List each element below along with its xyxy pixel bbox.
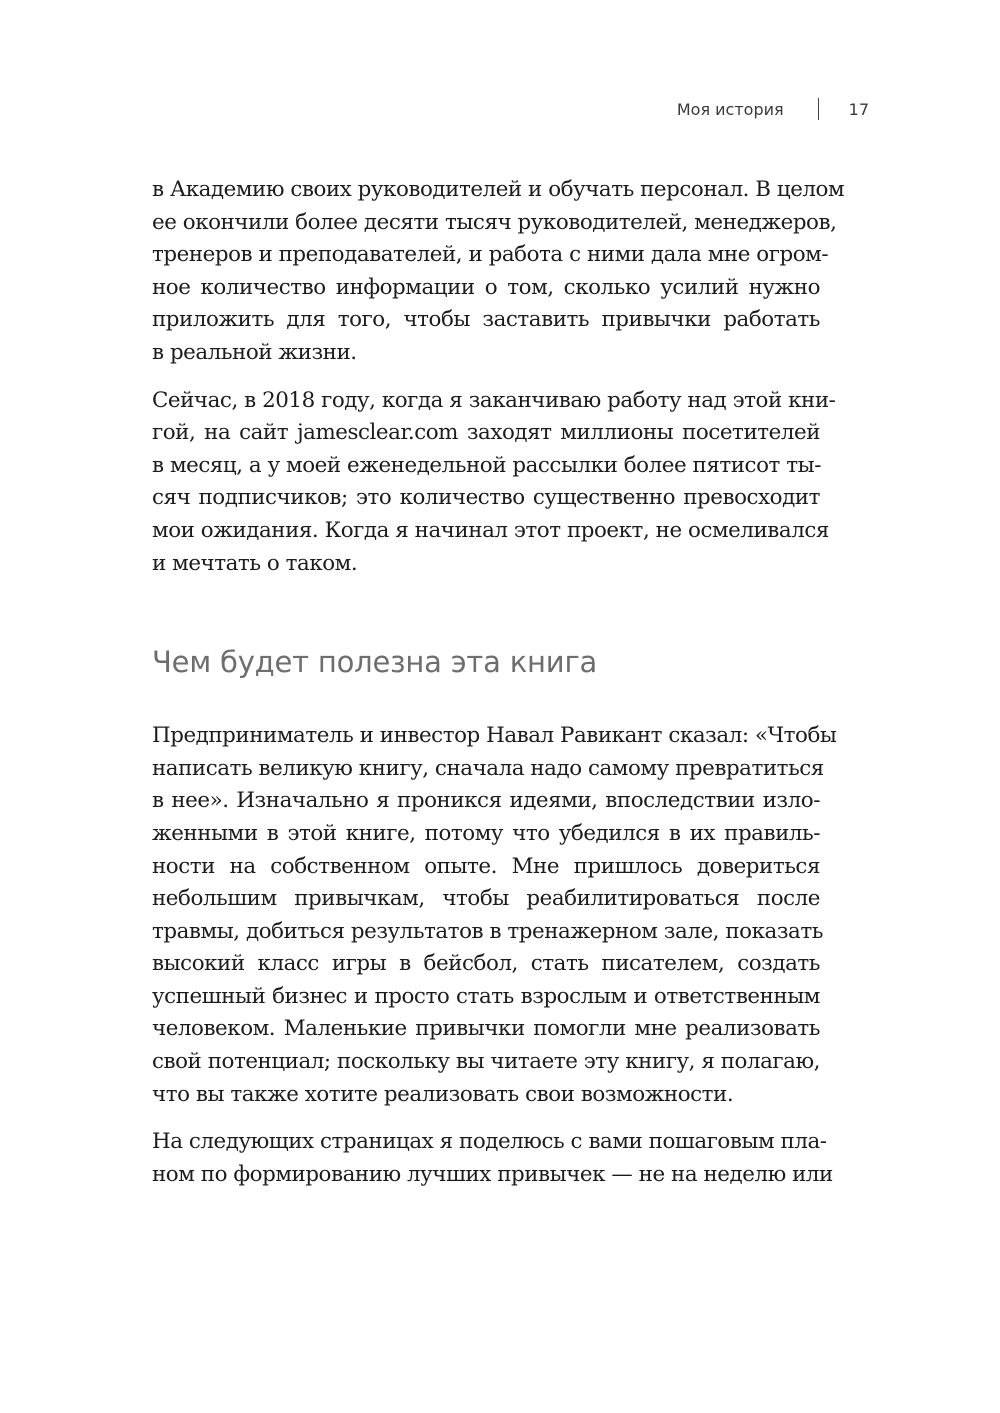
chapter-title: Моя история xyxy=(676,99,784,119)
header-divider xyxy=(818,98,819,120)
text-line: человеком. Маленькие привычки помогли мне реализовать xyxy=(152,1016,820,1042)
text-line: написать великую книгу, сначала надо самому превратиться xyxy=(152,755,824,781)
text-line: небольшим привычкам, чтобы реабилитироваться после xyxy=(152,886,820,912)
page-body xyxy=(152,174,845,1191)
text-line: гой, на сайт jamesclear.com заходят миллионы посетителей xyxy=(152,420,820,446)
text-line: и мечтать о таком. xyxy=(152,550,358,576)
text-line: в реальной жизни. xyxy=(152,339,357,365)
text-line: На следующих страницах я поделюсь с вами пошаговым пла- xyxy=(152,1129,827,1155)
text-line: тренеров и преподавателей, и работа с ними дала мне огром- xyxy=(152,242,829,268)
text-line: в нее». Изначально я проникся идеями, впоследствии изло- xyxy=(152,788,820,814)
text-line: мои ожидания. Когда я начинал этот проект, не осмеливался xyxy=(152,517,829,543)
text-line: ное количество информации о том, сколько усилий нужно xyxy=(152,274,820,300)
text-line: что вы также хотите реализовать свои возможности. xyxy=(152,1081,734,1107)
text-line: в Академию своих руководителей и обучать персонал. В целом xyxy=(152,177,845,202)
page-number: 17 xyxy=(848,99,869,119)
text-line: сяч подписчиков; это количество существенно превосходит xyxy=(152,485,820,511)
text-line: высокий класс игры в бейсбол, стать писателем, создать xyxy=(152,951,820,977)
text-line: успешный бизнес и просто стать взрослым и ответственным xyxy=(152,983,820,1009)
text-line: травмы, добиться результатов в тренажерном зале, показать xyxy=(152,918,823,944)
paragraph xyxy=(152,1126,833,1191)
text-line: ее окончили более десяти тысяч руководителей, менеджеров, xyxy=(152,209,837,235)
text-line: ном по формированию лучших привычек — не на неделю или xyxy=(152,1161,833,1187)
running-header xyxy=(677,96,869,122)
paragraph xyxy=(152,385,836,581)
section-heading: Чем будет полезна эта книга xyxy=(152,645,598,680)
text-line: Предприниматель и инвестор Навал Равикант сказал: «Чтобы xyxy=(152,723,837,749)
text-line: Сейчас, в 2018 году, когда я заканчиваю работу над этой кни- xyxy=(152,387,836,413)
text-line: свой потенциал; поскольку вы читаете эту книгу, я полагаю, xyxy=(152,1049,820,1075)
text-line: приложить для того, чтобы заставить привычки работать xyxy=(152,307,820,333)
paragraph xyxy=(152,174,845,370)
text-line: женными в этой книге, потому что убедился в их правиль- xyxy=(152,820,820,846)
text-line: в месяц, а у моей еженедельной рассылки более пятисот ты- xyxy=(152,452,821,478)
text-line: ности на собственном опыте. Мне пришлось довериться xyxy=(152,853,820,879)
paragraph xyxy=(152,720,837,1111)
